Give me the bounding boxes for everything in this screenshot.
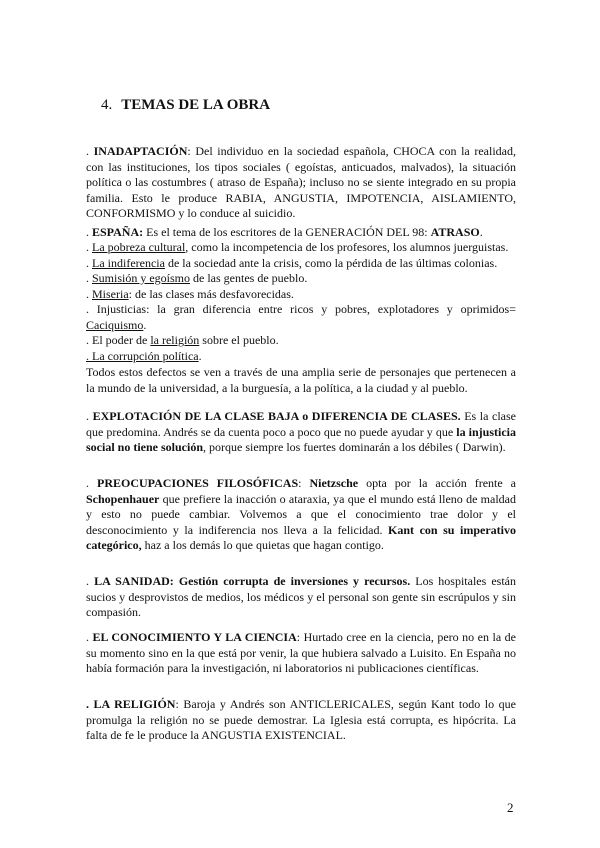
paragraph-explotacion <box>86 409 516 456</box>
list-item <box>86 349 516 365</box>
atraso-word: ATRASO <box>430 225 480 239</box>
espana-list <box>86 240 516 364</box>
label-preocupaciones: PREOCUPACIONES FILOSÓFICAS <box>97 476 299 490</box>
item-text: , como la incompetencia de los profesores, los alumnos juerguistas. <box>185 240 509 254</box>
text-inadaptacion: : Del individuo en la sociedad española, CHOCA con la realidad, con las instituciones, los tipos sociales ( egoístas, anticuados, malvados), la situación política o las costumbres ( atraso de España); incluso no se siente integrado en su propia familia. Esto le produce RABIA, ANGUSTIA, IMPOTENCIA, AISLAMIENTO, CONFORMISMO y lo conduce al suicidio. <box>86 144 516 220</box>
text-religion: : Baroja y Andrés son ANTICLERICALES, según Kant todo lo que promulga la religión no se puede demostrar. La Iglesia está corrupta, es hipócrita. La falta de fe le produce la ANGUSTIA EXISTENCIAL. <box>86 697 516 742</box>
paragraph-religion <box>86 697 516 744</box>
text-defectos: Todos estos defectos se ven a través de una amplia serie de personajes que pertenecen a la mundo de la universidad, a la burguesía, a la política, a la ciudad y al pueblo. <box>86 365 516 395</box>
paragraph-inadaptacion <box>86 144 516 222</box>
page-number: 2 <box>507 800 514 815</box>
paragraph-espana <box>86 225 516 241</box>
item-prefix: . <box>86 240 92 254</box>
item-underlined: La indiferencia <box>92 255 165 270</box>
label-conocimiento: EL CONOCIMIENTO Y LA CIENCIA <box>92 630 297 644</box>
item-prefix: . El poder de <box>86 333 151 347</box>
text-conocimiento: : Hurtado cree en la ciencia, pero no en la de su momento sino en la que está por venir, la que hubiera salvado a Luisito. En España no había formación para la investigación, ni laboratorios ni publicaciones científicas. <box>86 630 516 675</box>
paragraph-conocimiento <box>86 630 516 677</box>
bullet: . <box>86 409 93 423</box>
period: . <box>479 225 483 239</box>
item-underlined: La pobreza cultural <box>92 240 186 254</box>
bullet: . <box>86 225 92 239</box>
list-item <box>86 333 516 349</box>
list-item <box>86 302 516 333</box>
list-item <box>86 240 516 256</box>
bullet: . <box>86 476 97 490</box>
bullet: . <box>86 574 95 588</box>
item-text: de la sociedad ante la crisis, como la pérdida de las últimas colonias. <box>164 255 498 270</box>
bold-injusticia: la injusticia social no tiene solución <box>86 424 516 454</box>
text-espana: Es el tema de los escritores de la GENERACIÓN DEL 98: <box>143 225 431 239</box>
item-text: . <box>143 317 147 332</box>
item-text: : de las clases más desfavorecidas. <box>128 286 294 301</box>
paragraph-preocupaciones <box>86 476 516 554</box>
paragraph-defectos <box>86 365 516 396</box>
label-religion: . LA RELIGIÓN <box>86 697 176 711</box>
section-number: 4. <box>101 97 113 113</box>
item-text: de las gentes de pueblo. <box>190 271 308 285</box>
item-underlined: Miseria <box>92 286 129 301</box>
kant-imperativo: Kant con su imperativo categórico, <box>86 522 516 552</box>
label-sanidad: LA SANIDAD: Gestión corrupta de inversiones y recursos. <box>94 574 411 588</box>
item-text: . <box>198 348 202 363</box>
section-heading <box>101 97 270 114</box>
text-explotacion: Es la clase que predomina. Andrés se da cuenta poco a poco que no puede ayudar y que <box>86 409 517 439</box>
item-underlined: la religión <box>150 333 200 347</box>
item-prefix: . <box>86 255 92 270</box>
text-preocupaciones-mid: que prefiere la inacción o ataraxia, ya que el mundo está lleno de maldad y esto no puede cambiar. Volvemos a que el conocimiento trae dolor y el desconocimiento y la indiferencia nos lleva a la felicidad. <box>86 491 516 537</box>
text-sanidad: Los hospitales están sucios y desprovistos de medios, los médicos y el personal son gente sin escrúpulos y sin compasión. <box>86 574 517 619</box>
item-underlined: Sumisión y egoísmo <box>92 271 191 285</box>
text-preocupaciones: opta por la acción frente a <box>358 476 517 490</box>
colon: : <box>298 476 310 490</box>
item-text: sobre el pueblo. <box>199 333 279 347</box>
label-explotacion: EXPLOTACIÓN DE LA CLASE BAJA o DIFERENCIA DE CLASES. <box>92 409 461 423</box>
paragraph-sanidad <box>86 574 516 621</box>
label-inadaptacion: INADAPTACIÓN <box>93 144 188 158</box>
text-preocupaciones-end: haz a los demás lo que quietas que hagan contigo. <box>141 538 384 552</box>
bullet: . <box>86 630 93 644</box>
text-explotacion-end: , porque siempre los fuertes dominarán a los débiles ( Darwin). <box>203 440 506 454</box>
item-underlined: Caciquismo <box>86 317 144 332</box>
name-schopenhauer: Schopenhauer <box>86 491 160 506</box>
item-prefix: . Injusticias: la gran diferencia entre ricos y pobres, explotadores y oprimidos= <box>86 302 516 316</box>
item-underlined: . La corrupción política <box>86 348 199 363</box>
bullet: . <box>86 144 94 158</box>
list-item <box>86 287 516 303</box>
name-nietzsche: Nietzsche <box>309 476 359 490</box>
item-prefix: . <box>86 286 92 301</box>
label-espana: ESPAÑA: <box>92 225 144 239</box>
section-title: TEMAS DE LA OBRA <box>121 97 271 113</box>
item-prefix: . <box>86 271 92 285</box>
list-item <box>86 271 516 287</box>
list-item <box>86 256 516 272</box>
